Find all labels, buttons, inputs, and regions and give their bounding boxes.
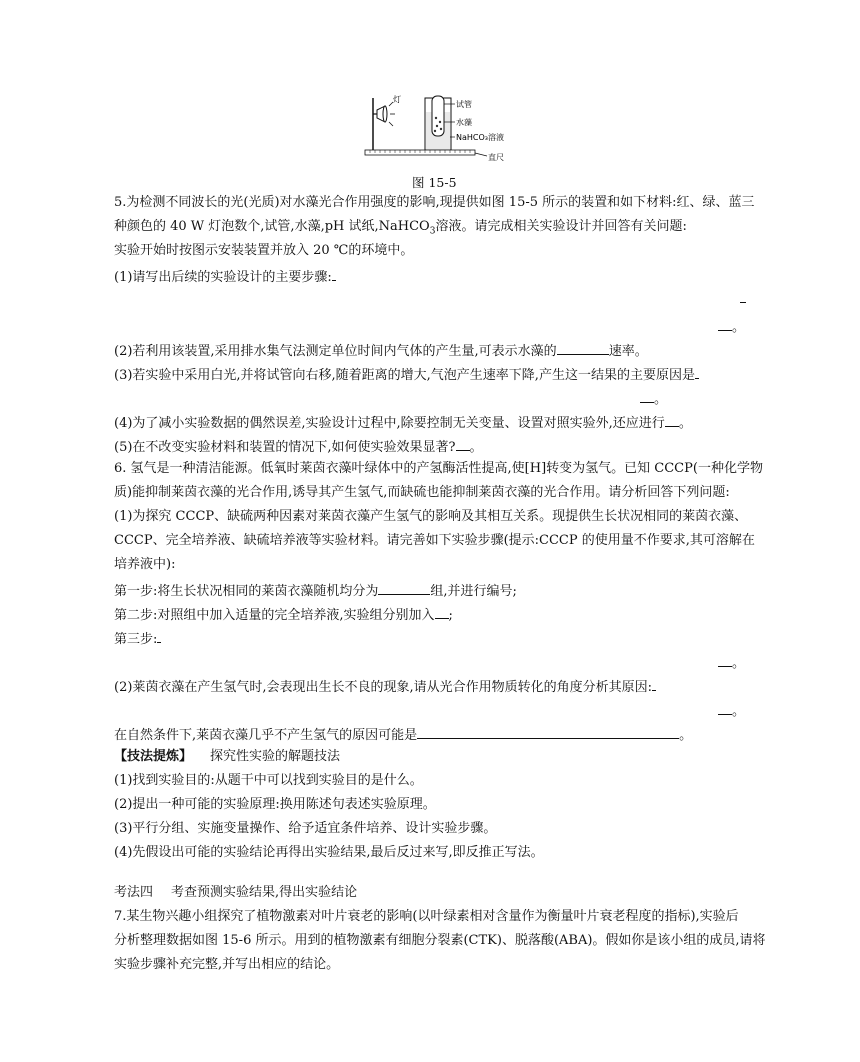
q5-part2: (2)若利用该装置,采用排水集气法测定单位时间内气体的产生量,可表示水藻的 速率。 bbox=[114, 340, 648, 361]
answer-blank[interactable] bbox=[695, 364, 699, 379]
q6-part1-line2: CCCP、完全培养液、缺硫培养液等实验材料。请完善如下实验步骤(提示:CCCP 的使用量不作要求,其可溶解在 bbox=[114, 533, 755, 548]
answer-blank[interactable] bbox=[665, 412, 679, 427]
q5-part1-end: 。 bbox=[718, 316, 745, 337]
q5-part5: (5)在不改变实验材料和装置的情况下,如何使实验效果显著? 。 bbox=[114, 436, 483, 457]
q6-part2-end: 。 bbox=[718, 700, 745, 721]
q6-step3: 第三步: bbox=[114, 628, 161, 649]
answer-blank[interactable] bbox=[718, 700, 732, 715]
q7-line3: 实验步骤补充完整,并写出相应的结论。 bbox=[114, 957, 340, 972]
q6-step1: 第一步:将生长状况相同的莱茵衣藻随机均分为 组,并进行编号; bbox=[114, 580, 517, 601]
answer-blank[interactable] bbox=[332, 266, 336, 281]
q6-part1-line3: 培养液中): bbox=[114, 557, 176, 572]
answer-blank[interactable] bbox=[435, 604, 449, 619]
ruler-label: 直尺 bbox=[488, 153, 504, 162]
answer-blank[interactable] bbox=[640, 388, 654, 403]
q6-intro-line1: 6. 氢气是一种清洁能源。低氧时莱茵衣藻叶绿体中的产氢酶活性提高,使[H]转变为氢气。已知 CCCP(一种化学物 bbox=[114, 461, 763, 476]
q5-intro-line2: 种颜色的 40 W 灯泡数个,试管,水藻,pH 试纸,NaHCO$_3$溶液。请完成相关实验设计并回答有关问题: bbox=[114, 219, 687, 237]
algae-label: 水藻 bbox=[456, 118, 472, 127]
lamp-label: 灯 bbox=[393, 95, 401, 104]
q6-part3: 在自然条件下,莱茵衣藻几乎不产生氢气的原因可能是 。 bbox=[114, 724, 692, 745]
q5-part1: (1)请写出后续的实验设计的主要步骤: bbox=[114, 266, 336, 287]
tips-header: 【技法提炼】 探究性实验的解题技法 bbox=[114, 749, 341, 764]
q6-intro-line2: 质)能抑制莱茵衣藻的光合作用,诱导其产生氢气,而缺硫也能抑制莱茵衣藻的光合作用。请分析回答下列问题: bbox=[114, 485, 730, 500]
q5-part3-end: 。 bbox=[640, 388, 667, 409]
q5-intro-line3: 实验开始时按图示安装装置并放入 20 ℃的环境中。 bbox=[114, 243, 414, 258]
answer-blank[interactable] bbox=[718, 652, 732, 667]
tips-item: (4)先假设出可能的实验结论再得出实验结果,最后反过来写,即反推正写法。 bbox=[114, 845, 544, 860]
q7-line2: 分析整理数据如图 15-6 所示。用到的植物激素有细胞分裂素(CTK)、脱落酸(ABA)。假如你是该小组的成员,请将 bbox=[114, 933, 766, 948]
q5-part3: (3)若实验中采用白光,并将试管向右移,随着距离的增大,气泡产生速率下降,产生这一结果的主要原因是 bbox=[114, 364, 699, 385]
tips-item: (2)提出一种可能的实验原理:换用陈述句表述实验原理。 bbox=[114, 797, 436, 812]
answer-blank[interactable] bbox=[557, 340, 609, 355]
answer-blank[interactable] bbox=[157, 628, 161, 643]
tips-item: (3)平行分组、实施变量操作、给予适宜条件培养、设计实验步骤。 bbox=[114, 821, 497, 836]
tips-item: (1)找到实验目的:从题干中可以找到实验目的是什么。 bbox=[114, 773, 423, 788]
answer-blank[interactable] bbox=[718, 316, 732, 331]
q5-part4: (4)为了减小实验数据的偶然误差,实验设计过程中,除要控制无关变量、设置对照实验外,还应进行 。 bbox=[114, 412, 692, 433]
q6-part2: (2)莱茵衣藻在产生氢气时,会表现出生长不良的现象,请从光合作用物质转化的角度分析其原因: bbox=[114, 676, 656, 697]
apparatus-figure bbox=[355, 92, 515, 162]
q7-line1: 7.某生物兴趣小组探究了植物激素对叶片衰老的影响(以叶绿素相对含量作为衡量叶片衰老程度的指标),实验后 bbox=[114, 909, 739, 924]
tube-label: 试管 bbox=[456, 100, 472, 109]
answer-blank[interactable] bbox=[378, 580, 430, 595]
figure-caption: 图 15-5 bbox=[412, 175, 457, 190]
solution-label: NaHCO₃溶液 bbox=[456, 133, 504, 142]
q6-step3-end: 。 bbox=[718, 652, 745, 673]
answer-blank[interactable] bbox=[652, 676, 656, 691]
q6-step2: 第二步:对照组中加入适量的完全培养液,实验组分别加入 ; bbox=[114, 604, 453, 625]
q5-intro-line1: 5.为检测不同波长的光(光质)对水藻光合作用强度的影响,现提供如图 15-5 所示的装置和如下材料:红、绿、蓝三 bbox=[114, 195, 755, 210]
answer-blank[interactable] bbox=[417, 724, 679, 739]
section-heading: 考法四 考查预测实验结果,得出实验结论 bbox=[114, 885, 358, 900]
answer-blank[interactable] bbox=[456, 436, 470, 451]
q6-part1-line1: (1)为探究 CCCP、缺硫两种因素对莱茵衣藻产生氢气的影响及其相互关系。现提供生长状况相同的莱茵衣藻、 bbox=[114, 509, 748, 524]
answer-blank[interactable] bbox=[740, 292, 746, 303]
